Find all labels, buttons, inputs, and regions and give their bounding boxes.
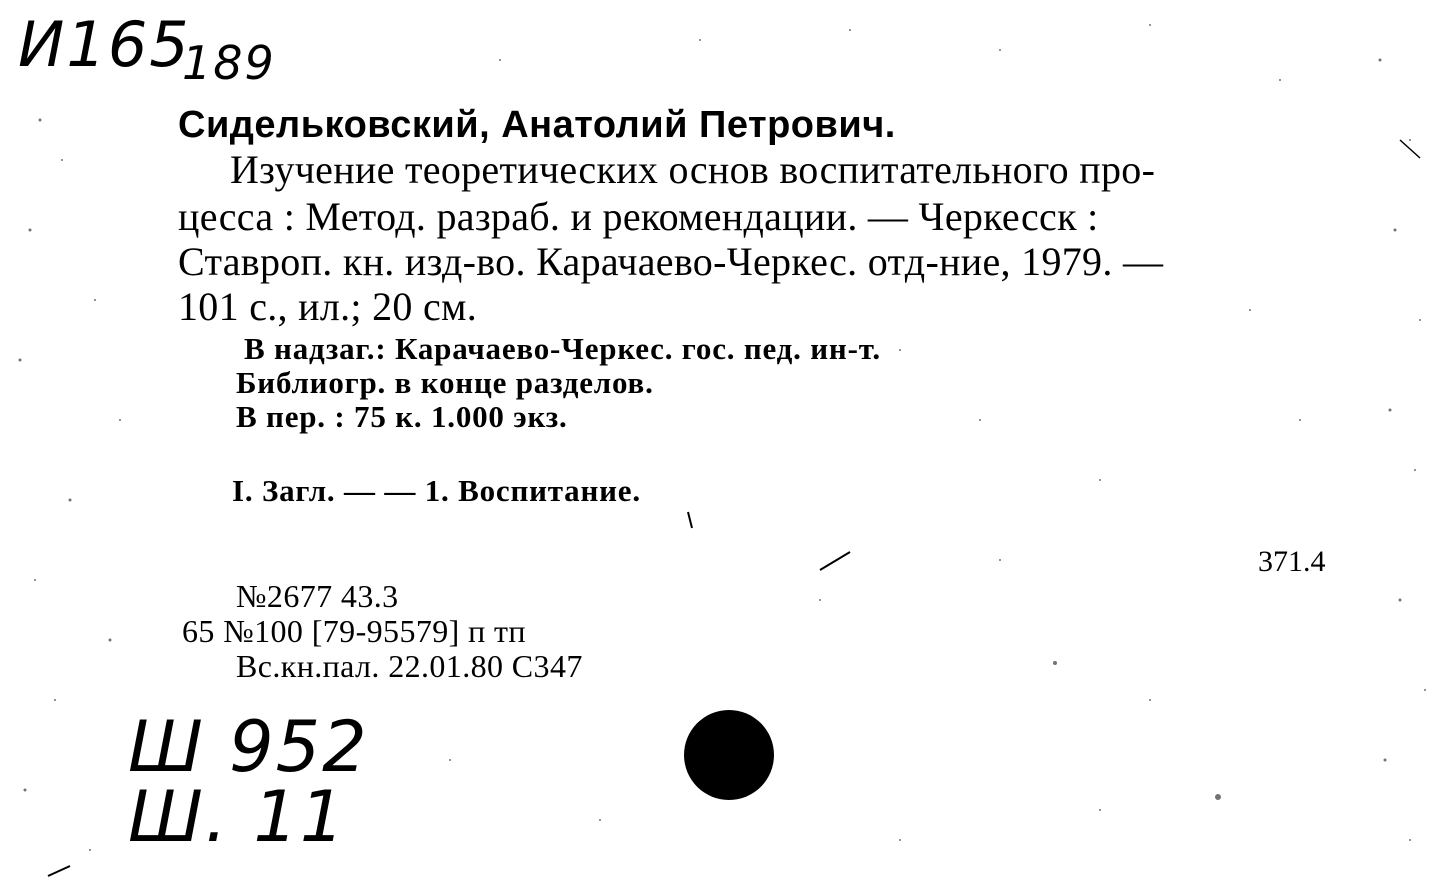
title-line-2: цесса : Метод. разраб. и рекомендации. — Черкесск : bbox=[178, 194, 1099, 239]
punch-hole bbox=[684, 710, 774, 800]
tracings: I. Загл. — — 1. Воспитание. bbox=[232, 473, 641, 508]
note-line-2: Библиогр. в конце разделов. bbox=[236, 365, 654, 400]
title-line-3: Ставроп. кн. изд-во. Карачаево-Черкес. отд-ние, 1979. — bbox=[178, 239, 1164, 284]
handwritten-shelf-mark-sub: 189 bbox=[182, 36, 276, 90]
catalog-line-1: №2677 43.3 bbox=[236, 578, 399, 614]
handwritten-mark-2: Ш. 11 bbox=[128, 776, 347, 858]
title-line-4: 101 с., ил.; 20 см. bbox=[178, 284, 478, 329]
title-line-1: Изучение теоретических основ воспитательного про- bbox=[230, 147, 1156, 192]
catalog-line-3: Вс.кн.пал. 22.01.80 С347 bbox=[236, 648, 583, 684]
note-line-3: В пер. : 75 к. 1.000 экз. bbox=[236, 399, 568, 434]
author-heading: Сидельковский, Анатолий Петрович. bbox=[178, 104, 896, 146]
handwritten-mark-1: Ш 952 bbox=[128, 706, 369, 788]
udc-number: 371.4 bbox=[1258, 545, 1326, 578]
note-line-1: В надзаг.: Карачаево-Черкес. гос. пед. ин-т. bbox=[244, 331, 881, 366]
catalog-line-2: 65 №100 [79-95579] п тп bbox=[182, 613, 526, 649]
handwritten-shelf-mark: И165 bbox=[18, 8, 191, 81]
